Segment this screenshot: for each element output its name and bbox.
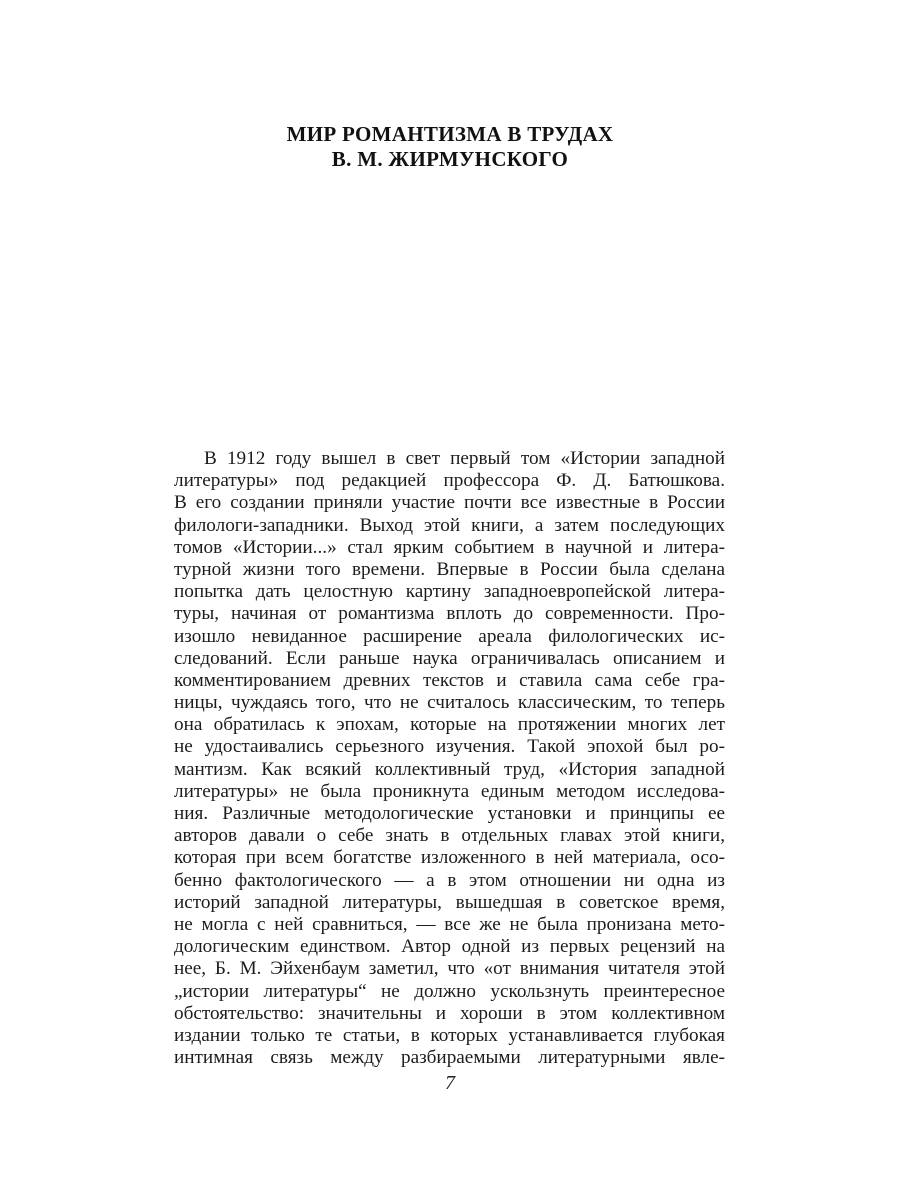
text-line: следований. Если раньше наука ограничивалась описанием и — [174, 647, 725, 669]
text-line: ния. Различные методологические установки и принципы ее — [174, 803, 725, 824]
chapter-title-line-2: В. М. ЖИРМУНСКОГО — [331, 147, 569, 171]
text-line: историй западной литературы, вышедшая в советское время, — [174, 891, 725, 913]
text-line: издании только те статьи, в которых устанавливается глубокая — [174, 1024, 725, 1046]
body-paragraph — [174, 448, 725, 1069]
text-line: изошло невиданное расширение ареала филологических ис- — [174, 625, 725, 647]
text-line: авторов давали о себе знать в отдельных главах этой книги, — [174, 825, 725, 847]
chapter-title-line-1: МИР РОМАНТИЗМА В ТРУДАХ — [286, 122, 614, 146]
text-line: бенно фактологического — а в этом отношении ни одна из — [174, 869, 725, 891]
text-line: она обратилась к эпохам, которые на протяжении многих лет — [174, 714, 725, 736]
text-line: филологи-западники. Выход этой книги, а затем последующих — [174, 514, 725, 536]
text-line: В 1912 году вышел в свет первый том «Истории западной — [204, 448, 725, 469]
text-line: В его создании приняли участие почти все известные в России — [174, 492, 725, 514]
page-number: 7 — [445, 1072, 455, 1094]
chapter-title — [0, 122, 900, 172]
text-line: не могла с ней сравниться, — все же не была пронизана мето- — [174, 913, 725, 935]
text-line: которая при всем богатстве изложенного в ней материала, осо- — [174, 847, 725, 869]
text-line: литературы» под редакцией профессора Ф. Д. Батюшкова. — [174, 470, 725, 492]
text-line: интимная связь между разбираемыми литературными явле- — [174, 1047, 725, 1069]
text-line: туры, начиная от романтизма вплоть до современности. Про- — [174, 603, 725, 625]
text-line: литературы» не была проникнута единым методом исследова- — [174, 780, 725, 802]
text-line: „истории литературы“ не должно ускользнуть преинтересное — [174, 980, 725, 1002]
text-line: не удостаивались серьезного изучения. Такой эпохой был ро- — [174, 736, 725, 758]
text-line: турной жизни того времени. Впервые в России была сделана — [174, 558, 725, 580]
text-line: обстоятельство: значительны и хороши в этом коллективном — [174, 1002, 725, 1024]
text-line: нее, Б. М. Эйхенбаум заметил, что «от внимания читателя этой — [174, 958, 725, 980]
text-line: комментированием древних текстов и ставила сама себе гра- — [174, 669, 725, 691]
text-line: томов «Истории...» стал ярким событием в научной и литера- — [174, 536, 725, 558]
text-line: мантизм. Как всякий коллективный труд, «История западной — [174, 758, 725, 780]
text-line: ницы, чуждаясь того, что не считалось классическим, то теперь — [174, 692, 725, 714]
text-line: попытка дать целостную картину западноевропейской литера- — [174, 581, 725, 603]
text-line: дологическим единством. Автор одной из первых рецензий на — [174, 936, 725, 958]
